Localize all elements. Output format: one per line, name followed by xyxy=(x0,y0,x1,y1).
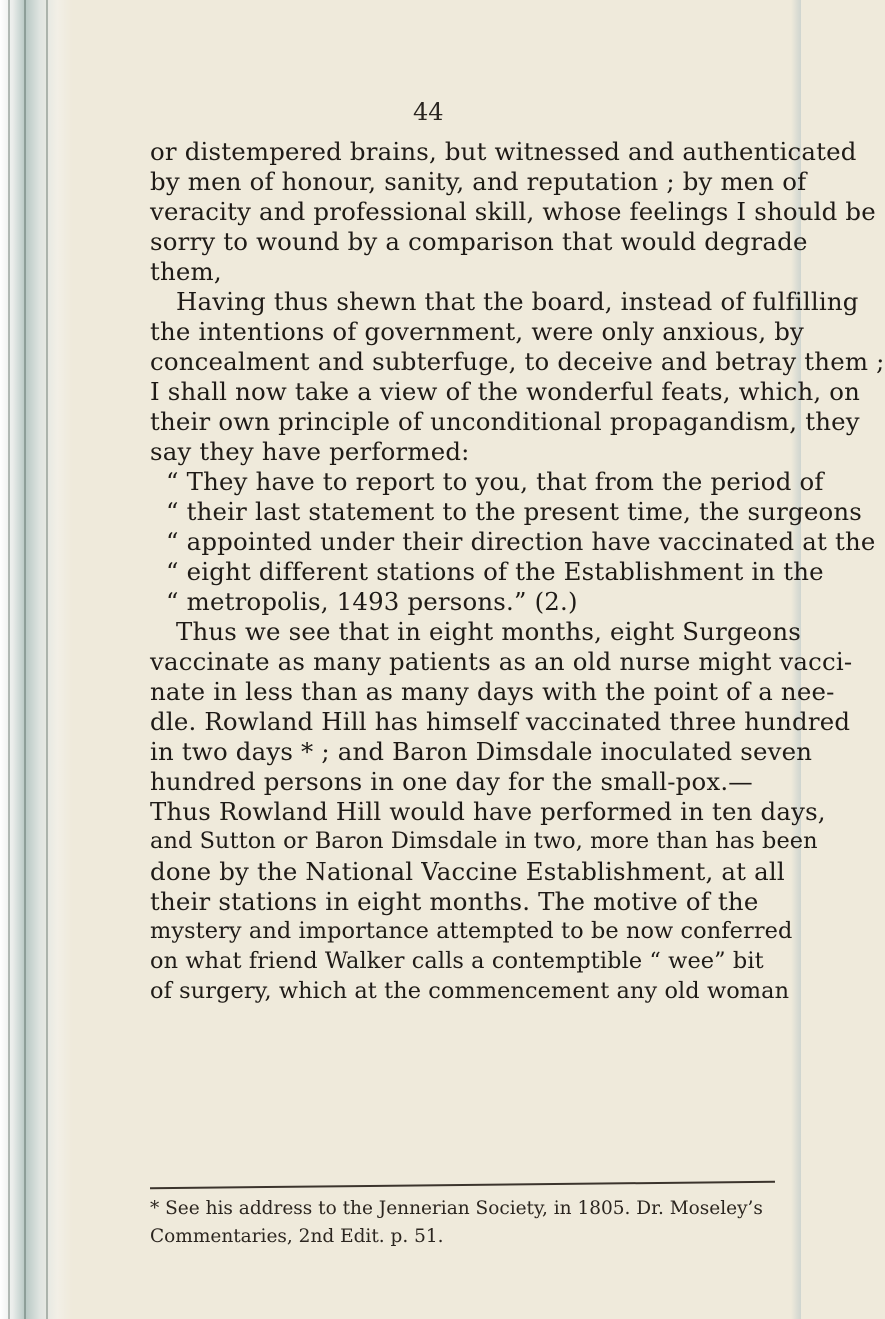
footnote-rule xyxy=(150,1181,775,1190)
text-line: veracity and professional skill, whose feelings I should be xyxy=(150,197,876,226)
text-line: “ eight different stations of the Establishment in the xyxy=(166,557,824,586)
text-line: and Sutton or Baron Dimsdale in two, more than has been xyxy=(150,828,818,854)
text-line: of surgery, which at the commencement any old woman xyxy=(150,978,790,1004)
text-line: them, xyxy=(150,257,222,286)
text-line: concealment and subterfuge, to deceive and betray them ; xyxy=(150,347,885,376)
text-line: vaccinate as many patients as an old nurse might vacci- xyxy=(150,647,853,676)
text-line: “ their last statement to the present time, the surgeons xyxy=(166,497,862,526)
text-line: hundred persons in one day for the small-pox.— xyxy=(150,767,753,796)
text-line: in two days * ; and Baron Dimsdale inoculated seven xyxy=(150,737,813,766)
text-line: “ metropolis, 1493 persons.” (2.) xyxy=(166,587,578,616)
footnote-line: * See his address to the Jennerian Society, in 1805. Dr. Moseley’s xyxy=(150,1198,763,1219)
text-line: on what friend Walker calls a contemptible “ wee” bit xyxy=(150,948,764,974)
footnote-line: Commentaries, 2nd Edit. p. 51. xyxy=(150,1226,444,1247)
text-line: Having thus shewn that the board, instead of fulfilling xyxy=(176,287,859,316)
gutter-line xyxy=(46,0,48,1319)
text-line: “ appointed under their direction have vaccinated at the xyxy=(166,527,876,556)
text-line: their own principle of unconditional propagandism, they xyxy=(150,407,860,436)
text-line: say they have performed: xyxy=(150,437,470,466)
text-line: or distempered brains, but witnessed and authenticated xyxy=(150,137,857,166)
text-line: Thus Rowland Hill would have performed in ten days, xyxy=(150,797,826,826)
text-line: by men of honour, sanity, and reputation ; by men of xyxy=(150,167,807,196)
gutter-line xyxy=(24,0,26,1319)
text-line: Thus we see that in eight months, eight Surgeons xyxy=(176,617,801,646)
text-line: “ They have to report to you, that from the period of xyxy=(166,467,824,496)
page-number: 44 xyxy=(413,98,444,126)
text-line: I shall now take a view of the wonderful feats, which, on xyxy=(150,377,861,406)
text-line: their stations in eight months. The motive of the xyxy=(150,887,759,916)
text-line: nate in less than as many days with the point of a nee- xyxy=(150,677,835,706)
text-line: done by the National Vaccine Establishment, at all xyxy=(150,857,785,886)
gutter-line xyxy=(8,0,10,1319)
text-line: dle. Rowland Hill has himself vaccinated three hundred xyxy=(150,707,851,736)
binding-gutter xyxy=(0,0,72,1319)
text-line: mystery and importance attempted to be now conferred xyxy=(150,918,793,944)
text-line: sorry to wound by a comparison that would degrade xyxy=(150,227,808,256)
text-line: the intentions of government, were only anxious, by xyxy=(150,317,805,346)
